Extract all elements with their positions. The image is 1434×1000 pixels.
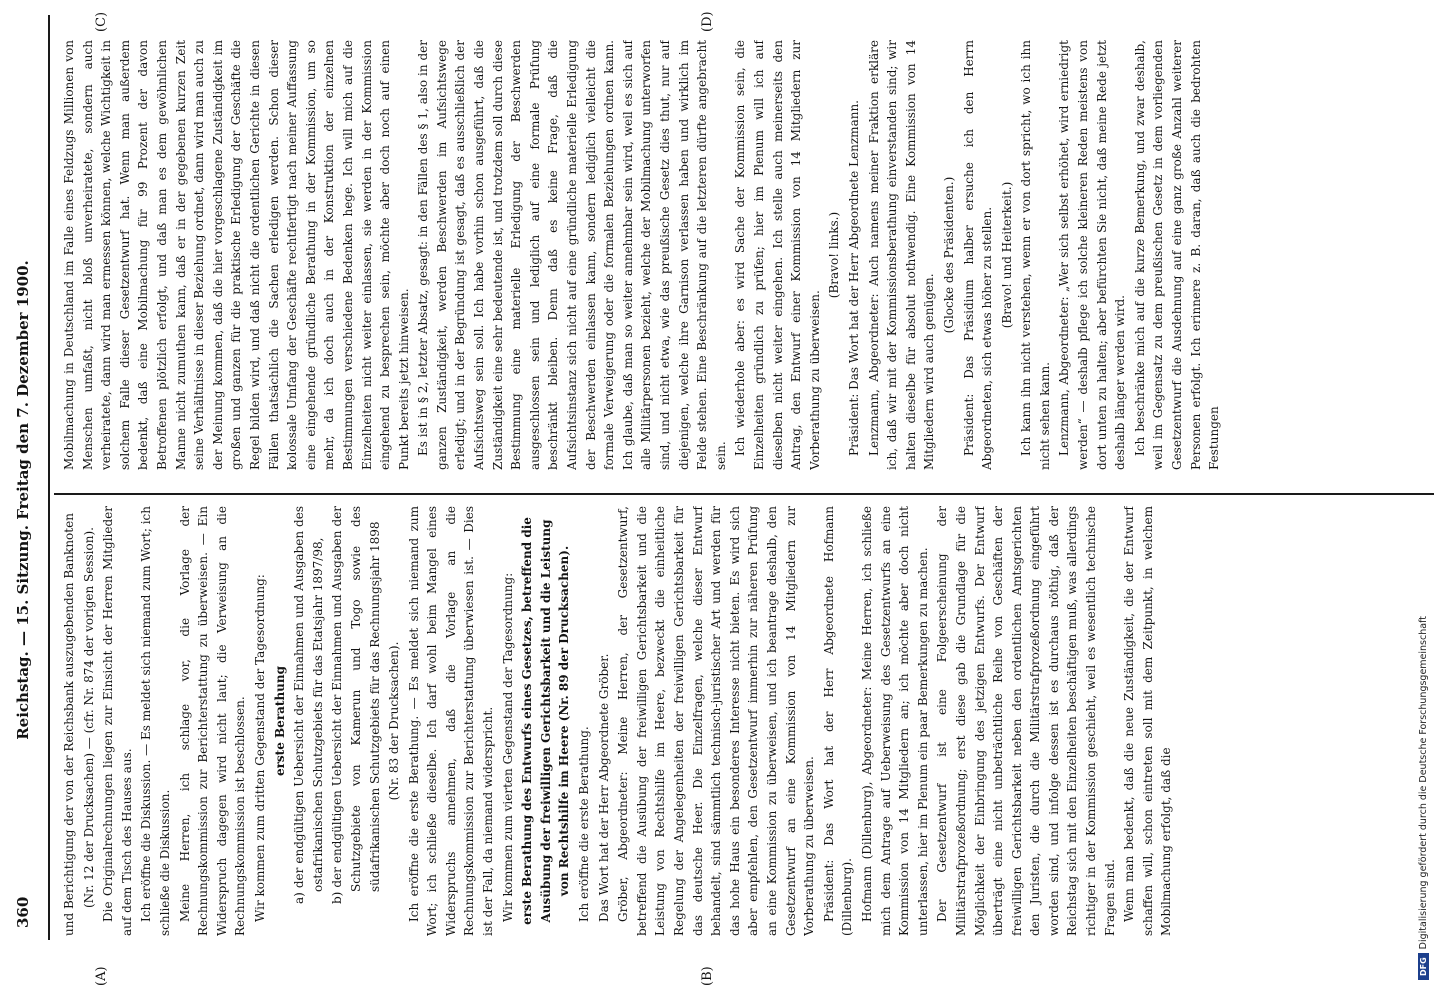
paragraph: Wir kommen zum vierten Gegenstand der Tagesordnung:: [500, 572, 515, 922]
right-column: [60, 40, 1420, 470]
speech: Hofmann (Dillenburg), Abgeordneter: Meine Herren, ich schließe mich dem Antrage auf Ueberweisung des Gesetzentwurfs an eine Kommission von 14 Mitgliedern an; ich möchte aber doch nicht unterlassen, hier im Plenum ein paar Bemerkungen zu machen.: [859, 506, 930, 936]
credit-text: Digitalisierung gefördert durch die Deutsche Forschungsgemeinschaft: [1418, 616, 1429, 950]
margin-marker-b: (B): [700, 966, 715, 986]
digitization-credit: [1418, 20, 1429, 980]
agenda-item: b) der endgültigen Uebersicht der Einnahmen und Ausgaben der Schutzgebiete von Kamerun und Togo sowie des südafrikanischen Schutzgebiets für das Rechnungsjahr 1898: [330, 506, 382, 904]
paragraph: Meine Herren, ich schlage vor, die Vorlage der Rechnungskommission zur Berichterstattung zu überweisen. — Ein Widerspruch dagegen wird nicht laut; die Verweisung an die Rechnungskommission ist beschlossen.: [177, 506, 248, 936]
paragraph: und Berichtigung der von der Reichsbank auszugebenden Banknoten: [62, 513, 76, 936]
paragraph: Es ist in § 2, letzter Absatz, gesagt: in den Fällen des § 1, also in der ganzen Zuständigkeit, werden Beschwerden im Aufsichtswege erledigt; und in der Begründung ist gesagt, daß es ausschließlich der Aufsichtsweg sein soll. Ich habe vorhin schon ausgeführt, daß die Zuständigkeit eine sehr bedeutende ist, und trotzdem soll durch diese Bestimmung eine materielle Erledigung der Beschwerden ausgeschlossen sein und lediglich auf eine formale Prüfung beschränkt bleiben. Denn daß es keine Frage, daß die Aufsichtsinstanz sich nicht auf eine gründliche materielle Erledigung der Beschwerden einlassen kann, sondern lediglich vielleicht die formale Verweigerung oder die formalen Beziehungen ordnen kann. Ich glaube, daß man so weiter annehmbar sein wird, weil es sich auf alle Militärpersonen bezieht, welche der Mobilmachung unterworfen sind, und nicht etwa, wie das preußische Gesetz dies thut, nur auf diejenigen, welche ihre Garnison verlassen haben und wirklich im Felde stehen. Eine Beschränkung auf die letzteren dürfte angebracht sein.: [416, 40, 728, 470]
speech: Präsident: Das Wort hat der Herr Abgeordnete Lenzmann.: [846, 100, 861, 456]
agenda-heading: erste Berathung: [272, 665, 287, 777]
margin-marker-a: (A): [94, 966, 109, 986]
paragraph: Ich eröffne die erste Berathung. — Es meldet sich niemand zum Wort; ich schließe dieselbe. Ich darf wohl beim Mangel eines Widerspruchs annehmen, daß die Vorlage an die Rechnungskommission zur Berichterstattung überwiesen ist. — Dies ist der Fall, da niemand widerspricht.: [406, 506, 496, 936]
column-divider: [54, 493, 1434, 495]
paragraph: Ich eröffne die erste Berathung.: [577, 726, 592, 922]
paragraph: (Nr. 12 der Drucksachen) — (cfr. Nr. 874 der vorigen Session).: [81, 527, 96, 908]
dfg-logo: DFG: [1418, 953, 1429, 980]
running-header: [14, 10, 38, 990]
paragraph: (Nr. 83 der Drucksachen).: [387, 641, 402, 801]
agenda-heading: erste Berathung des Entwurfs eines Gesetzes, betreffend die Ausübung der freiwilligen Gerichtsbarkeit und die Leistung von Rechtshilfe im Heere (Nr. 89 der Drucksachen).: [520, 517, 572, 925]
interjection: (Glocke des Präsidenten.): [941, 176, 956, 334]
paragraph: Ich eröffne die Diskussion. — Es meldet sich niemand zum Wort; ich schließe die Diskussion.: [139, 506, 172, 936]
paragraph: Mobilmachung in Deutschland im Falle eines Feldzugs Millionen von Menschen umfaßt, nicht bloß unverheiratete, sondern auch verheiratete, dann wird man ermessen können, welche Wichtigkeit in solchem Falle dieser Gesetzentwurf hat. Wenn man außerdem bedenkt, daß eine Mobilmachung für 99 Prozent der davon Betroffenen plötzlich erfolgt, und daß man es dem gewöhnlichen Manne nicht zumuthen kann, daß er in der gegebenen kurzen Zeit seine Verhältnisse in dieser Beziehung ordnet, dann wird man auch zu der Meinung kommen, daß die hier vorgeschlagene Zuständigkeit im großen und ganzen für die praktische Erledigung der Geschäfte die Regel bilden wird, und daß nicht die ordentlichen Gerichte in diesen Fällen thatsächlich die Sachen erledigen werden. Schon dieser kolossale Umfang der Geschäfte rechtfertigt nach meiner Auffassung eine eingehende gründliche Berathung in der Kommission, um so mehr, da ich doch auch in der Konstruktion der einzelnen Bestimmungen verschiedene Bedenken hege. Ich will mich auf die Einzelheiten nicht weiter einlassen, sie werden in der Kommission eingehend zu besprechen sein, möchte aber doch noch auf einen Punkt bereits jetzt hinweisen.: [62, 40, 411, 470]
header-rule: [48, 15, 50, 940]
paragraph: Ich beschränke mich auf die kurze Bemerkung, und zwar deshalb, weil im Gegensatz zu dem preußischen Gesetz in dem vorliegenden Gesetzentwurf die Ausdehnung auf eine ganz große Anzahl weiterer Personen erfolgt. Ich erinnere z. B. daran, daß auch die bedrohten Festungen: [1132, 40, 1222, 470]
interjection: (Bravo! und Heiterkeit.): [999, 181, 1014, 329]
margin-marker-c: (C): [94, 11, 109, 32]
speech: Präsident: Das Wort hat der Herr Abgeordnete Hofmann (Dillenburg).: [821, 506, 855, 936]
speech: Gröber, Abgeordneter: Meine Herren, der Gesetzentwurf, betreffend die Ausübung der freiwilligen Gerichtsbarkeit und die Leistung von Rechtshilfe im Heere, bezweckt die einheitliche Regelung der Angelegenheiten der freiwilligen Gerichtsbarkeit für das deutsche Heer. Die Einzelfragen, welche dieser Entwurf behandelt, sind sämmtlich technisch-juristischer Art und werden für das hohe Haus ein besonderes Interesse nicht bieten. Es wird sich aber empfehlen, den Gesetzentwurf immerhin zur näheren Prüfung an eine Kommission zu überweisen, und ich beantrage deshalb, den Gesetzentwurf an eine Kommission von 14 Mitgliedern zur Vorberathung zu überweisen.: [616, 506, 817, 936]
page-number: 360: [14, 896, 32, 928]
speech: Präsident: Das Präsidium halber ersuche ich den Herrn Abgeordneten, sich etwas höher zu stellen.: [961, 40, 995, 470]
interjection: (Bravo! links.): [827, 211, 842, 299]
paragraph: Das Wort hat der Herr Abgeordnete Gröber.: [596, 653, 611, 922]
running-head-title: Reichstag. — 15. Sitzung. Freitag den 7. Dezember 1900.: [14, 260, 32, 740]
paragraph: Der Gesetzentwurf ist eine Folgeerscheinung der Militärstrafprozeßordnung; erst diese gab die Grundlage für die Möglichkeit der Einbringung des jetzigen Entwurfs. Der Entwurf überträgt eine nicht unbeträchtliche Reihe von Geschäften der freiwilligen Gerichtsbarkeit neben den ordentlichen Amtsgerichten den Juristen, die durch die Militärstrafprozeßordnung eingeführt worden sind, und infolge dessen ist es durchaus nöthig, daß der Reichstag sich mit den Einzelheiten beschäftigen muß, was allerdings richtiger in der Kommission geschieht, weil es wesentlich technische Fragen sind.: [935, 506, 1117, 936]
paragraph: Die Originalrechnungen liegen zur Einsicht der Herren Mitglieder auf dem Tisch des Hauses aus.: [101, 506, 134, 936]
paragraph: Wenn man bedenkt, daß die neue Zuständigkeit, die der Entwurf schaffen will, schon eintreten soll mit dem Zeitpunkt, in welchem Mobilmachung erfolgt, daß die: [1122, 506, 1174, 936]
speech: Lenzmann, Abgeordneter: Auch namens meiner Fraktion erkläre ich, daß wir mit der Kommissionsberathung einverstanden sind; wir halten dieselbe für absolut nothwendig. Eine Kommission von 14 Mitgliedern wird auch genügen.: [866, 40, 937, 470]
margin-marker-d: (D): [700, 11, 715, 32]
left-column: [60, 506, 1420, 936]
paragraph: Ich wiederhole aber: es wird Sache der Kommission sein, die Einzelheiten gründlich zu prüfen; hier im Plenum will ich auf dieselben nicht weiter eingehen. Ich stelle auch meinerseits den Antrag, den Entwurf einer Kommission von 14 Mitgliedern zur Vorberathung zu überweisen.: [733, 40, 822, 470]
paragraph: Ich kann ihn nicht verstehen, wenn er von dort spricht, wo ich ihn nicht sehen kann.: [1019, 40, 1052, 470]
agenda-item: a) der endgültigen Uebersicht der Einnahmen und Ausgaben des ostafrikanischen Schutzgebiets für das Etatsjahr 1897/98,: [292, 506, 325, 904]
paragraph: Wir kommen zum dritten Gegenstand der Tagesordnung:: [252, 574, 267, 922]
speech: Lenzmann, Abgeordneter: „Wer sich selbst erhöhet, wird erniedrigt werden“ — deshalb pflege ich solche kleineren Reden meistens von dort unten zu halten; aber befürchten Sie nicht, daß meine Rede jetzt deshalb länger werden wird.: [1057, 40, 1128, 470]
